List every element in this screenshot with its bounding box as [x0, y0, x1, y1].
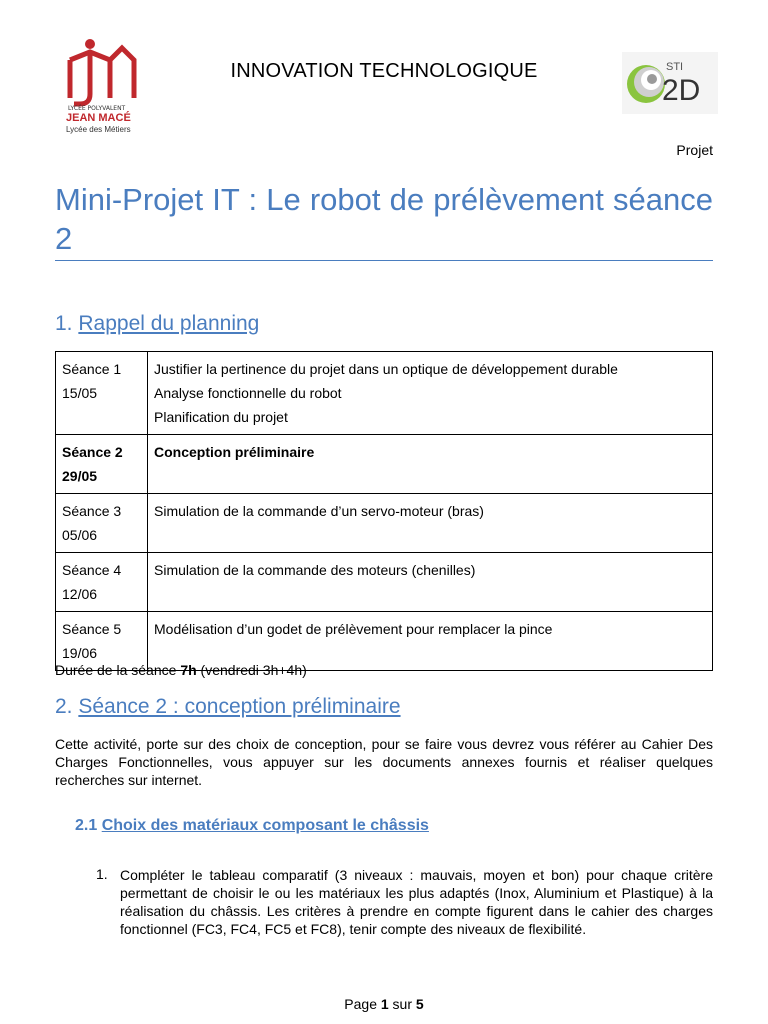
list-item-text: Compléter le tableau comparatif (3 niveaux : mauvais, moyen et bon) pour chaque critère permettant de choisir le ou les matériaux les plus adaptés (Inox, Aluminium et Plastique) à la réalisation du châssis. Les critères à prendre en compte figurent dans le cahier des charges fonctionnel (FC3, FC4, FC5 et FC8), tenir compte des niveaux de flexibilité. [120, 867, 713, 937]
title-rule [55, 260, 713, 261]
lycee-jean-mace-logo [62, 38, 140, 136]
duration-prefix: Durée de la séance [55, 662, 181, 678]
session-content-line: Modélisation d’un godet de prélèvement pour remplacer la pince [154, 621, 553, 637]
intro-paragraph: Cette activité, porte sur des choix de conception, pour se faire vous devrez vous référer au Cahier Des Charges Fonctionnelles, vous appuyer sur les documents annexes fournis et réaliser quelques recherches sur internet. [55, 736, 713, 788]
session-content-line: Simulation de la commande des moteurs (chenilles) [154, 562, 476, 578]
document-title: Mini-Projet IT : Le robot de prélèvement séance 2 [55, 182, 713, 256]
footer-page: 1 [380, 996, 389, 1012]
session-content-line: Planification du projet [154, 409, 288, 425]
session-date: 19/06 [62, 645, 98, 661]
session-name: Séance 4 [62, 562, 122, 578]
sti-text: STI [666, 61, 684, 73]
section-1-number: 1. [55, 312, 73, 335]
logo-line3: Lycée des Métiers [66, 125, 131, 134]
session-cell [56, 435, 148, 494]
session-cell [56, 553, 148, 612]
session-name: Séance 3 [62, 503, 122, 519]
planning-row [56, 494, 713, 553]
planning-row [56, 435, 713, 494]
footer-prefix: Page [344, 996, 381, 1012]
header-title: INNOVATION TECHNOLOGIQUE [230, 60, 538, 82]
footer-middle: sur [388, 996, 416, 1012]
planning-row [56, 553, 713, 612]
planning-row [56, 352, 713, 435]
session-date: 12/06 [62, 586, 98, 602]
section-1-heading [55, 312, 259, 336]
session-cell [56, 352, 148, 435]
session-content-line: Justifier la pertinence du projet dans un optique de développement durable [154, 361, 618, 377]
project-tag: Projet [676, 142, 713, 158]
subsection-number: 2.1 [75, 817, 98, 834]
session-duration [55, 662, 307, 678]
logo-line2: JEAN MACÉ [66, 112, 131, 124]
footer-total: 5 [415, 996, 424, 1012]
sti2d-logo [622, 52, 718, 114]
list-item-number: 1. [96, 866, 108, 882]
session-content-line: Conception préliminaire [154, 444, 315, 460]
session-name: Séance 1 [62, 361, 122, 377]
logo-line1: LYCÉE POLYVALENT [68, 105, 126, 112]
session-content-cell [148, 352, 713, 435]
subsection-title: Choix des matériaux composant le châssis [101, 817, 429, 834]
section-2-title: Séance 2 : conception préliminaire [78, 695, 401, 718]
planning-table [55, 351, 713, 671]
session-name: Séance 5 [62, 621, 122, 637]
2d-text: 2D [662, 74, 701, 107]
session-content-cell [148, 494, 713, 553]
page-footer [0, 996, 768, 1012]
session-content-line: Analyse fonctionnelle du robot [154, 385, 342, 401]
subsection-2-1-heading [75, 817, 429, 835]
session-name: Séance 2 [62, 444, 123, 460]
duration-value: 7h [180, 662, 197, 678]
session-content-line: Simulation de la commande d’un servo-moteur (bras) [154, 503, 484, 519]
section-1-title: Rappel du planning [78, 312, 260, 335]
session-date: 05/06 [62, 527, 98, 543]
session-cell [56, 494, 148, 553]
section-2-heading [55, 695, 401, 719]
session-content-cell [148, 435, 713, 494]
session-date: 15/05 [62, 385, 98, 401]
session-date: 29/05 [62, 468, 98, 484]
section-2-number: 2. [55, 695, 73, 718]
duration-suffix: (vendredi 3h+4h) [196, 662, 307, 678]
session-content-cell [148, 553, 713, 612]
